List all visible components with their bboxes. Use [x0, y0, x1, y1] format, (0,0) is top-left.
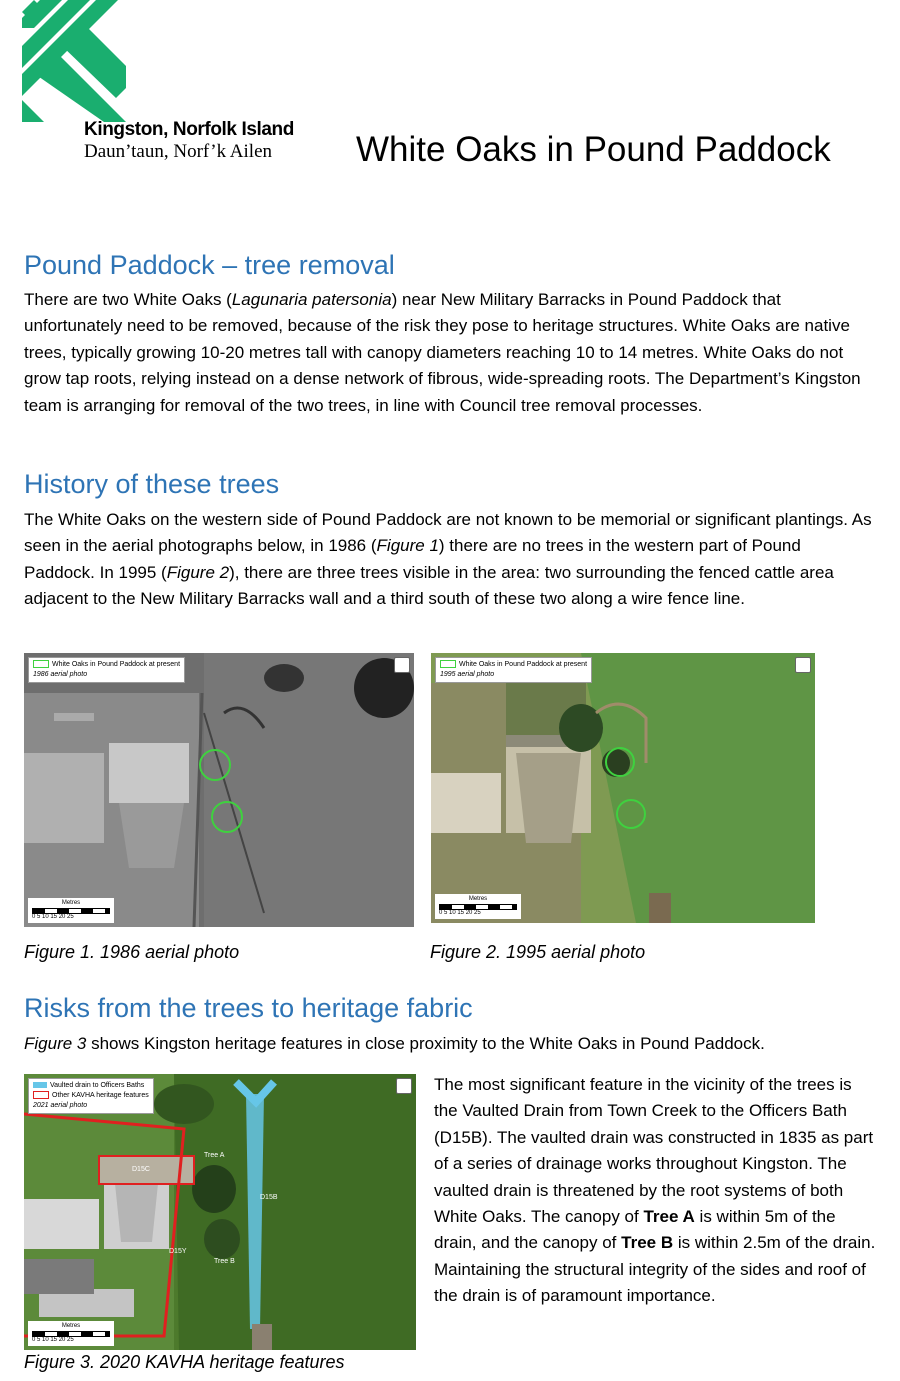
map-label-d15c: D15C [132, 1166, 150, 1173]
tree-marker-ring-2 [616, 799, 646, 829]
figure-1-scale-bar: Metres 0 5 10 15 20 25 [28, 898, 114, 923]
tree-marker-ring-1 [605, 747, 635, 777]
section-heading-risks: Risks from the trees to heritage fabric [24, 993, 473, 1023]
section-heading-removal: Pound Paddock – tree removal [24, 250, 395, 280]
north-arrow-icon [394, 657, 410, 673]
map-label-tree-b: Tree B [214, 1258, 235, 1265]
figure-3-scale-bar: Metres 0 5 10 15 20 25 [28, 1321, 114, 1346]
tree-marker-ring-1 [199, 749, 231, 781]
figure-2-scale-bar: Metres 0 5 10 15 20 25 [435, 894, 521, 919]
figure-1-caption: Figure 1. 1986 aerial photo [24, 942, 240, 962]
history-paragraph: The White Oaks on the western side of Pound Paddock are not known to be memorial or significant plantings. As seen in the aerial photographs below, in 1986 (Figure 1) there are no trees in the western part of Pound Paddock. In 1995 (Figure 2), there are three trees visible in the area: two surrounding the fenced cattle area adjacent to the New Military Barracks wall and a third south of these two along a wire fence line. [24, 510, 872, 609]
figure-1-aerial-photo [24, 653, 414, 927]
risks-intro: Figure 3 shows Kingston heritage features in close proximity to the White Oaks in Pound Paddock. [24, 1034, 765, 1053]
figure-2-legend: White Oaks in Pound Paddock at present 1995 aerial photo [435, 657, 592, 683]
kingston-logo-icon [22, 0, 126, 122]
figure-1-legend: White Oaks in Pound Paddock at present 1986 aerial photo [28, 657, 185, 683]
logo-wordmark-english: Kingston, Norfolk Island [84, 119, 294, 140]
figure-3-heritage-map [24, 1074, 416, 1350]
logo-wordmark-norfk: Daun’taun, Norf’k Ailen [84, 141, 273, 162]
figure-3-caption: Figure 3. 2020 KAVHA heritage features [24, 1352, 345, 1372]
north-arrow-icon [396, 1078, 412, 1094]
section-heading-history: History of these trees [24, 469, 280, 499]
document-title: White Oaks in Pound Paddock [356, 130, 831, 169]
figure-2-aerial-photo [431, 653, 815, 923]
map-label-tree-a: Tree A [204, 1152, 225, 1159]
tree-marker-ring-2 [211, 801, 243, 833]
north-arrow-icon [795, 657, 811, 673]
figure-3-legend: Vaulted drain to Officers Baths Other KAVHA heritage features 2021 aerial photo [28, 1078, 154, 1114]
map-label-d15b: D15B [260, 1194, 278, 1201]
figure-2-caption: Figure 2. 1995 aerial photo [430, 942, 646, 962]
removal-paragraph: There are two White Oaks (Lagunaria patersonia) near New Military Barracks in Pound Paddock that unfortunately need to be removed, because of the risk they pose to heritage structures. White Oaks are native trees, typically growing 10-20 metres tall with canopy diameters reaching 10 to 14 metres. White Oaks do not grow tap roots, relying instead on a dense network of fibrous, wide-spreading roots. The Department’s Kingston team is arranging for removal of the two trees, in line with Council tree removal processes. [24, 290, 861, 415]
drain-risk-paragraph: The most significant feature in the vicinity of the trees is the Vaulted Drain from Town Creek to the Officers Bath (D15B). The vaulted drain was constructed in 1835 as part of a series of drainage works throughout Kingston. The vaulted drain is threatened by the root systems of both White Oaks. The canopy of Tree A is within 5m of the drain, and the canopy of Tree B is within 2.5m of the drain. Maintaining the structural integrity of the sides and roof of the drain is of paramount importance. [434, 1075, 876, 1306]
map-label-d15y: D15Y [169, 1248, 187, 1255]
